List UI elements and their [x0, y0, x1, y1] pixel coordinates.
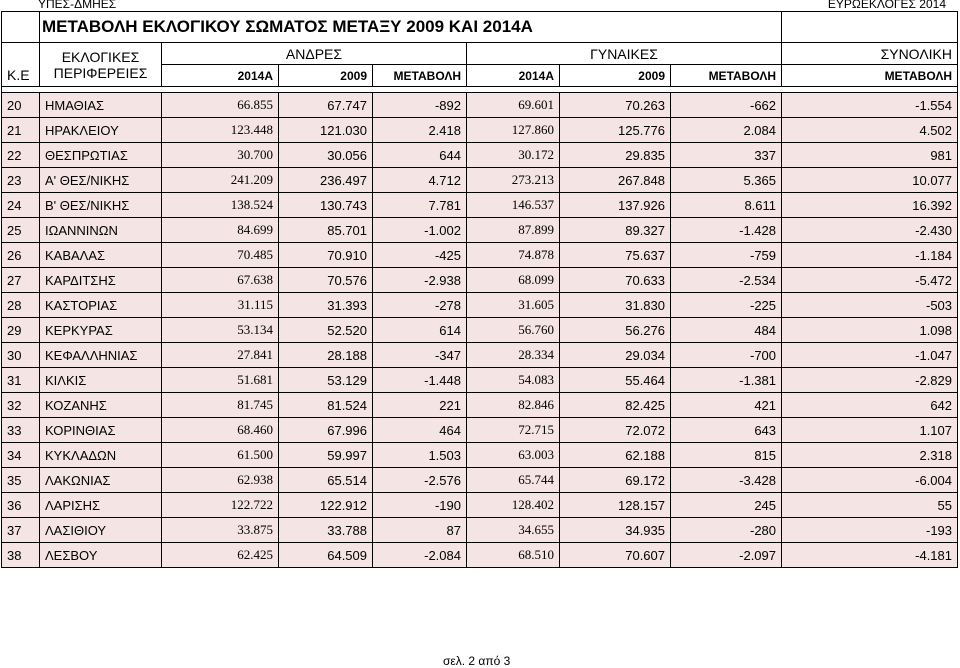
men-change-cell: -2.938 [373, 268, 467, 293]
women-2009-cell: 128.157 [560, 493, 671, 518]
region-header [40, 43, 162, 87]
men-change-cell: 221 [373, 393, 467, 418]
code-header: Κ.Ε [2, 43, 40, 87]
code-cell: 26 [2, 243, 40, 268]
region-name-cell: ΛΑΡΙΣΗΣ [40, 493, 162, 518]
total-change-cell: -6.004 [782, 468, 958, 493]
women-2014-cell: 68.099 [467, 268, 560, 293]
women-2014-cell: 127.860 [467, 118, 560, 143]
men-change-cell: 614 [373, 318, 467, 343]
title-spacer-right [782, 12, 958, 43]
women-2014-cell: 30.172 [467, 143, 560, 168]
women-change-header: ΜΕΤΑΒΟΛΗ [671, 65, 782, 87]
total-change-cell: 1.098 [782, 318, 958, 343]
women-2009-cell: 56.276 [560, 318, 671, 343]
region-name-cell: ΚΥΚΛΑΔΩΝ [40, 443, 162, 468]
men-2014-cell: 81.745 [162, 393, 279, 418]
women-2014-cell: 56.760 [467, 318, 560, 343]
men-2014-cell: 30.700 [162, 143, 279, 168]
table-row [2, 243, 958, 268]
men-2009-header: 2009 [279, 65, 373, 87]
women-2014-cell: 146.537 [467, 193, 560, 218]
women-2009-cell: 70.263 [560, 93, 671, 118]
region-name-cell: ΚΕΡΚΥΡΑΣ [40, 318, 162, 343]
total-change-cell: 10.077 [782, 168, 958, 193]
women-2014-cell: 82.846 [467, 393, 560, 418]
men-2014-cell: 53.134 [162, 318, 279, 343]
men-2014-cell: 62.938 [162, 468, 279, 493]
title-row [2, 12, 958, 43]
code-cell: 27 [2, 268, 40, 293]
men-2009-cell: 130.743 [279, 193, 373, 218]
women-change-cell: 815 [671, 443, 782, 468]
women-change-cell: -2.097 [671, 543, 782, 568]
code-cell: 25 [2, 218, 40, 243]
men-2009-cell: 122.912 [279, 493, 373, 518]
total-header: ΣΥΝΟΛΙΚΗ [782, 43, 958, 65]
total-change-cell: 642 [782, 393, 958, 418]
region-name-cell: Α' ΘΕΣ/ΝΙΚΗΣ [40, 168, 162, 193]
total-change-header: ΜΕΤΑΒΟΛΗ [782, 65, 958, 87]
men-2014-cell: 67.638 [162, 268, 279, 293]
total-change-cell: 981 [782, 143, 958, 168]
total-change-cell: -193 [782, 518, 958, 543]
men-change-cell: -1.002 [373, 218, 467, 243]
title-spacer [2, 12, 40, 43]
women-2014-cell: 65.744 [467, 468, 560, 493]
region-name-cell: ΙΩΑΝΝΙΝΩΝ [40, 218, 162, 243]
men-2009-cell: 30.056 [279, 143, 373, 168]
women-2014-cell: 28.334 [467, 343, 560, 368]
total-change-cell: 16.392 [782, 193, 958, 218]
code-cell: 29 [2, 318, 40, 343]
region-name-cell: ΛΑΣΙΘΙΟΥ [40, 518, 162, 543]
page-top-header [0, 0, 960, 11]
table-row [2, 443, 958, 468]
women-change-cell: -2.534 [671, 268, 782, 293]
men-2014-cell: 138.524 [162, 193, 279, 218]
women-change-cell: 421 [671, 393, 782, 418]
men-2014-header: 2014Α [162, 65, 279, 87]
men-2014-cell: 122.722 [162, 493, 279, 518]
region-name-cell: ΛΕΣΒΟΥ [40, 543, 162, 568]
men-2009-cell: 31.393 [279, 293, 373, 318]
code-cell: 34 [2, 443, 40, 468]
men-2009-cell: 52.520 [279, 318, 373, 343]
table-row [2, 468, 958, 493]
page-number: σελ. 2 από 3 [443, 654, 511, 668]
code-cell: 30 [2, 343, 40, 368]
women-change-cell: 5.365 [671, 168, 782, 193]
total-change-cell: -5.472 [782, 268, 958, 293]
code-cell: 22 [2, 143, 40, 168]
table-title: ΜΕΤΑΒΟΛΗ ΕΚΛΟΓΙΚΟΥ ΣΩΜΑΤΟΣ ΜΕΤΑΞΥ 2009 ΚΑΙ 2014Α [40, 12, 782, 43]
total-change-cell: 4.502 [782, 118, 958, 143]
men-2009-cell: 121.030 [279, 118, 373, 143]
women-change-cell: -225 [671, 293, 782, 318]
men-2009-cell: 53.129 [279, 368, 373, 393]
code-cell: 21 [2, 118, 40, 143]
women-change-cell: -662 [671, 93, 782, 118]
table-row [2, 118, 958, 143]
men-2009-cell: 33.788 [279, 518, 373, 543]
men-change-cell: 2.418 [373, 118, 467, 143]
code-cell: 24 [2, 193, 40, 218]
women-2009-cell: 125.776 [560, 118, 671, 143]
men-change-cell: -347 [373, 343, 467, 368]
group-header-row [2, 43, 958, 65]
total-change-cell: 1.107 [782, 418, 958, 443]
table-row [2, 218, 958, 243]
men-2009-cell: 64.509 [279, 543, 373, 568]
women-2009-cell: 89.327 [560, 218, 671, 243]
men-2009-cell: 65.514 [279, 468, 373, 493]
code-cell: 38 [2, 543, 40, 568]
total-change-cell: -2.430 [782, 218, 958, 243]
men-2009-cell: 85.701 [279, 218, 373, 243]
women-2009-cell: 31.830 [560, 293, 671, 318]
table-row [2, 318, 958, 343]
men-2014-cell: 31.115 [162, 293, 279, 318]
women-2009-cell: 55.464 [560, 368, 671, 393]
men-2014-cell: 68.460 [162, 418, 279, 443]
code-cell: 28 [2, 293, 40, 318]
header-left-text: ΥΠΕΣ-ΔΜΗΕΣ [38, 0, 117, 11]
region-name-cell: ΘΕΣΠΡΩΤΙΑΣ [40, 143, 162, 168]
code-cell: 31 [2, 368, 40, 393]
women-2014-cell: 74.878 [467, 243, 560, 268]
women-2009-cell: 75.637 [560, 243, 671, 268]
total-change-cell: -1.047 [782, 343, 958, 368]
men-change-cell: -1.448 [373, 368, 467, 393]
men-2014-cell: 66.855 [162, 93, 279, 118]
women-2009-cell: 70.633 [560, 268, 671, 293]
men-2009-cell: 70.910 [279, 243, 373, 268]
men-2009-cell: 236.497 [279, 168, 373, 193]
region-name-cell: ΚΑΒΑΛΑΣ [40, 243, 162, 268]
table-row [2, 268, 958, 293]
table-row [2, 343, 958, 368]
women-2014-cell: 128.402 [467, 493, 560, 518]
table-row [2, 493, 958, 518]
women-2009-cell: 29.835 [560, 143, 671, 168]
women-change-cell: -700 [671, 343, 782, 368]
men-change-cell: -2.084 [373, 543, 467, 568]
women-2014-cell: 63.003 [467, 443, 560, 468]
men-2014-cell: 84.699 [162, 218, 279, 243]
men-change-cell: -2.576 [373, 468, 467, 493]
region-name-cell: ΚΑΡΔΙΤΣΗΣ [40, 268, 162, 293]
table-row [2, 393, 958, 418]
men-2009-cell: 67.747 [279, 93, 373, 118]
men-2014-cell: 51.681 [162, 368, 279, 393]
total-change-cell: -503 [782, 293, 958, 318]
region-header-line2: ΠΕΡΙΦΕΡΕΙΕΣ [53, 64, 148, 81]
women-2009-cell: 70.607 [560, 543, 671, 568]
code-cell: 35 [2, 468, 40, 493]
table-row [2, 518, 958, 543]
women-2009-cell: 62.188 [560, 443, 671, 468]
women-2014-cell: 34.655 [467, 518, 560, 543]
men-2014-cell: 27.841 [162, 343, 279, 368]
men-change-cell: 644 [373, 143, 467, 168]
table-row [2, 93, 958, 118]
women-2009-cell: 267.848 [560, 168, 671, 193]
men-header: ΑΝΔΡΕΣ [162, 43, 467, 65]
region-name-cell: Β' ΘΕΣ/ΝΙΚΗΣ [40, 193, 162, 218]
women-2014-cell: 72.715 [467, 418, 560, 443]
table-row [2, 368, 958, 393]
men-2009-cell: 70.576 [279, 268, 373, 293]
men-change-cell: -425 [373, 243, 467, 268]
region-name-cell: ΚΟΖΑΝΗΣ [40, 393, 162, 418]
region-name-cell: ΛΑΚΩΝΙΑΣ [40, 468, 162, 493]
code-cell: 20 [2, 93, 40, 118]
men-2014-cell: 62.425 [162, 543, 279, 568]
men-2009-cell: 59.997 [279, 443, 373, 468]
region-name-cell: ΚΕΦΑΛΛΗΝΙΑΣ [40, 343, 162, 368]
men-2014-cell: 241.209 [162, 168, 279, 193]
electoral-change-table [1, 11, 958, 568]
total-change-cell: 55 [782, 493, 958, 518]
men-change-header: ΜΕΤΑΒΟΛΗ [373, 65, 467, 87]
men-2009-cell: 81.524 [279, 393, 373, 418]
women-change-cell: 2.084 [671, 118, 782, 143]
women-2014-header: 2014Α [467, 65, 560, 87]
region-name-cell: ΚΟΡΙΝΘΙΑΣ [40, 418, 162, 443]
men-change-cell: 464 [373, 418, 467, 443]
women-2014-cell: 31.605 [467, 293, 560, 318]
code-cell: 37 [2, 518, 40, 543]
women-change-cell: -759 [671, 243, 782, 268]
region-header-line1: ΕΚΛΟΓΙΚΕΣ [61, 48, 140, 65]
men-2014-cell: 123.448 [162, 118, 279, 143]
women-change-cell: 643 [671, 418, 782, 443]
table-row [2, 418, 958, 443]
women-2014-cell: 69.601 [467, 93, 560, 118]
women-2014-cell: 54.083 [467, 368, 560, 393]
total-change-cell: -2.829 [782, 368, 958, 393]
women-change-cell: -3.428 [671, 468, 782, 493]
table-row [2, 168, 958, 193]
region-name-cell: ΗΜΑΘΙΑΣ [40, 93, 162, 118]
women-2009-cell: 34.935 [560, 518, 671, 543]
region-name-cell: ΚΑΣΤΟΡΙΑΣ [40, 293, 162, 318]
men-change-cell: -190 [373, 493, 467, 518]
code-cell: 32 [2, 393, 40, 418]
women-2014-cell: 273.213 [467, 168, 560, 193]
men-change-cell: 1.503 [373, 443, 467, 468]
code-cell: 33 [2, 418, 40, 443]
women-change-cell: 337 [671, 143, 782, 168]
total-change-cell: -1.184 [782, 243, 958, 268]
total-change-cell: 2.318 [782, 443, 958, 468]
header-right-text: ΕΥΡΩΕΚΛΟΓΕΣ 2014 [827, 0, 946, 11]
women-change-cell: -280 [671, 518, 782, 543]
women-change-cell: 484 [671, 318, 782, 343]
table-row [2, 293, 958, 318]
women-header: ΓΥΝΑΙΚΕΣ [467, 43, 782, 65]
table-row [2, 193, 958, 218]
region-name-cell: ΗΡΑΚΛΕΙΟΥ [40, 118, 162, 143]
table-row [2, 143, 958, 168]
men-2009-cell: 67.996 [279, 418, 373, 443]
table-row [2, 543, 958, 568]
men-2014-cell: 33.875 [162, 518, 279, 543]
women-2009-cell: 72.072 [560, 418, 671, 443]
region-name-cell: ΚΙΛΚΙΣ [40, 368, 162, 393]
women-2014-cell: 87.899 [467, 218, 560, 243]
total-change-cell: -1.554 [782, 93, 958, 118]
men-change-cell: 4.712 [373, 168, 467, 193]
men-change-cell: -892 [373, 93, 467, 118]
women-change-cell: -1.428 [671, 218, 782, 243]
women-2009-cell: 69.172 [560, 468, 671, 493]
women-2009-cell: 137.926 [560, 193, 671, 218]
women-change-cell: 245 [671, 493, 782, 518]
men-2009-cell: 28.188 [279, 343, 373, 368]
code-cell: 36 [2, 493, 40, 518]
women-change-cell: -1.381 [671, 368, 782, 393]
women-2009-cell: 29.034 [560, 343, 671, 368]
code-cell: 23 [2, 168, 40, 193]
men-2014-cell: 61.500 [162, 443, 279, 468]
women-2014-cell: 68.510 [467, 543, 560, 568]
women-change-cell: 8.611 [671, 193, 782, 218]
women-2009-cell: 82.425 [560, 393, 671, 418]
women-2009-header: 2009 [560, 65, 671, 87]
men-change-cell: -278 [373, 293, 467, 318]
men-change-cell: 87 [373, 518, 467, 543]
men-2014-cell: 70.485 [162, 243, 279, 268]
men-change-cell: 7.781 [373, 193, 467, 218]
total-change-cell: -4.181 [782, 543, 958, 568]
